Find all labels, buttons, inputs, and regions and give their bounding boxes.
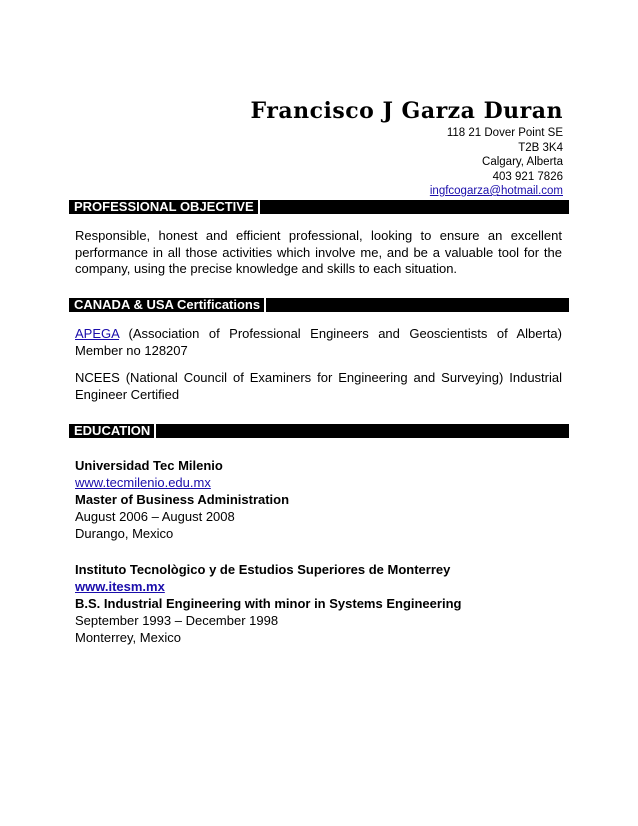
degree: B.S. Industrial Engineering with minor in Systems Engineering [75, 596, 462, 611]
postal-code: T2B 3K4 [518, 141, 563, 154]
degree: Master of Business Administration [75, 492, 290, 507]
education-entry [75, 457, 565, 542]
ncees-certification: NCEES (National Council of Examiners for Engineering and Surveying) Industrial Engineer Certified [75, 370, 562, 402]
school-name: Instituto Tecnològico y de Estudios Superiores de Monterrey [75, 562, 451, 577]
location: Durango, Mexico [75, 526, 174, 541]
education-heading: EDUCATION [69, 424, 156, 438]
education-entry [75, 561, 565, 646]
apega-link[interactable]: APEGA [75, 326, 120, 341]
objective-section-bar [69, 200, 569, 214]
education-section-bar [69, 424, 569, 438]
certifications-heading: CANADA & USA Certifications [69, 298, 266, 312]
location: Monterrey, Mexico [75, 630, 181, 645]
objective-heading: PROFESSIONAL OBJECTIVE [69, 200, 260, 214]
objective-text: Responsible, honest and efficient professional, looking to ensure an excellent performance in all those activities which involve me, and be a valuable tool for the company, using the precise knowledge and skills to each situation. [75, 228, 562, 276]
resume-name: Francisco J Garza Duran [250, 98, 563, 124]
dates: August 2006 – August 2008 [75, 509, 235, 524]
email-link[interactable]: ingfcogarza@hotmail.com [429, 185, 563, 197]
contact-block [430, 126, 563, 199]
phone: 403 921 7826 [492, 170, 563, 183]
certifications-section-bar [69, 298, 569, 312]
city: Calgary, Alberta [482, 156, 563, 168]
dates: September 1993 – December 1998 [75, 613, 279, 628]
school-url-link[interactable]: www.itesm.mx [75, 579, 165, 594]
school-name: Universidad Tec Milenio [75, 458, 223, 473]
apega-description: (Association of Professional Engineers and Geoscientists of Alberta) Member no 128207 [75, 326, 562, 358]
apega-certification [75, 326, 562, 359]
school-url-link[interactable]: www.tecmilenio.edu.mx [75, 475, 211, 490]
address: 118 21 Dover Point SE [446, 127, 563, 139]
